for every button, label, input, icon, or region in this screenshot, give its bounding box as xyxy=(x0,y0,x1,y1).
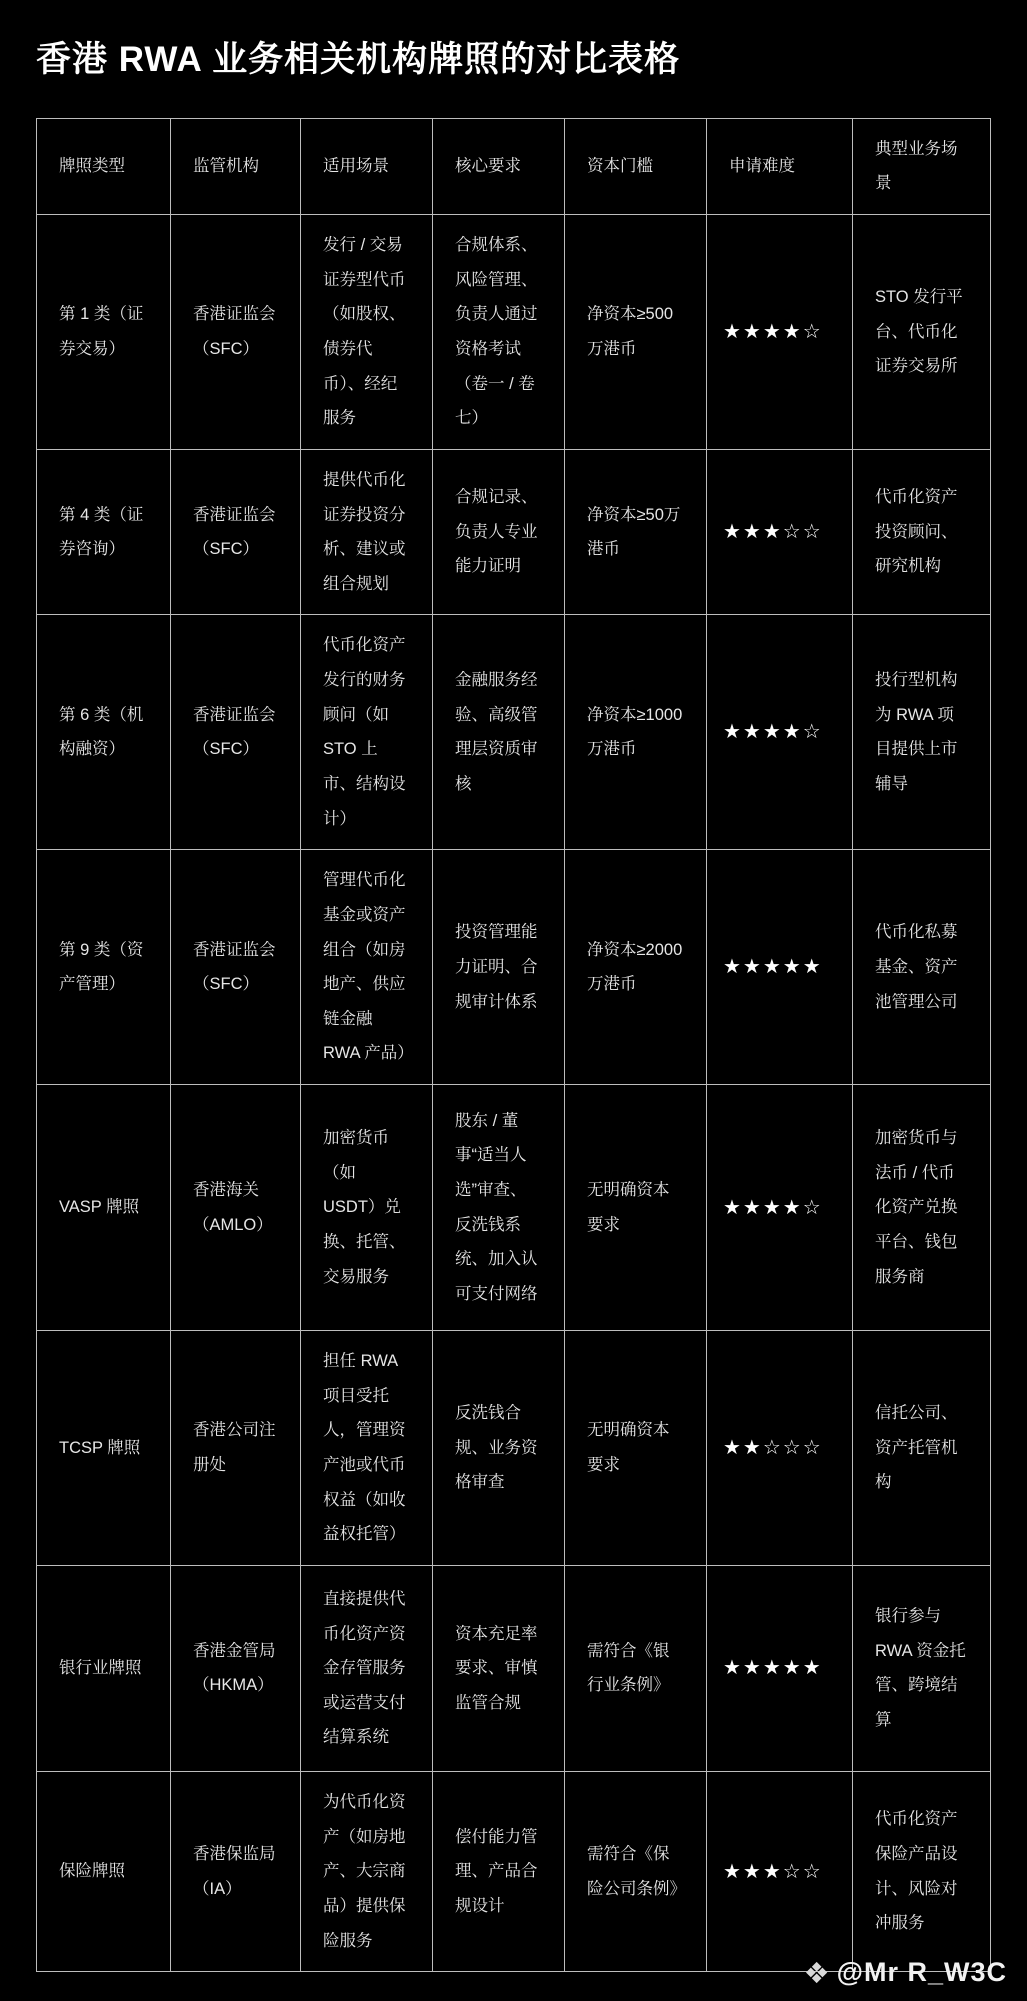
requirements-cell: 股东 / 董事“适当人选”审查、反洗钱系统、加入认可支付网络 xyxy=(433,1085,565,1331)
license-type-cell: 银行业牌照 xyxy=(37,1565,171,1771)
column-header-requirements: 核心要求 xyxy=(433,118,565,214)
capital-cell: 净资本≥50万港币 xyxy=(565,449,707,615)
business-scene-cell: 银行参与 RWA 资金托管、跨境结算 xyxy=(853,1565,991,1771)
license-type-cell: TCSP 牌照 xyxy=(37,1331,171,1566)
capital-cell: 净资本≥500万港币 xyxy=(565,215,707,450)
difficulty-stars: ★★☆☆☆ xyxy=(707,1331,853,1566)
scenario-cell: 管理代币化基金或资产组合（如房地产、供应链金融 RWA 产品） xyxy=(301,850,433,1085)
scenario-cell: 为代币化资产（如房地产、大宗商品）提供保险服务 xyxy=(301,1771,433,1971)
requirements-cell: 偿付能力管理、产品合规设计 xyxy=(433,1771,565,1971)
requirements-cell: 反洗钱合规、业务资格审查 xyxy=(433,1331,565,1566)
watermark xyxy=(52,1956,1007,1991)
difficulty-stars: ★★★★★ xyxy=(707,1565,853,1771)
regulator-cell: 香港公司注册处 xyxy=(171,1331,301,1566)
regulator-cell: 香港保监局（IA） xyxy=(171,1771,301,1971)
capital-cell: 无明确资本要求 xyxy=(565,1331,707,1566)
table-row xyxy=(37,850,991,1085)
regulator-cell: 香港金管局（HKMA） xyxy=(171,1565,301,1771)
business-scene-cell: 加密货币与法币 / 代币化资产兑换平台、钱包服务商 xyxy=(853,1085,991,1331)
column-header-difficulty: 申请难度 xyxy=(707,118,853,214)
column-header-capital: 资本门槛 xyxy=(565,118,707,214)
regulator-cell: 香港证监会（SFC） xyxy=(171,850,301,1085)
table-row xyxy=(37,1771,991,1971)
difficulty-stars: ★★★★☆ xyxy=(707,1085,853,1331)
scenario-cell: 代币化资产发行的财务顾问（如 STO 上市、结构设计） xyxy=(301,615,433,850)
capital-cell: 需符合《保险公司条例》 xyxy=(565,1771,707,1971)
license-type-cell: 保险牌照 xyxy=(37,1771,171,1971)
difficulty-stars: ★★★☆☆ xyxy=(707,449,853,615)
regulator-cell: 香港证监会（SFC） xyxy=(171,215,301,450)
business-scene-cell: 信托公司、资产托管机构 xyxy=(853,1331,991,1566)
capital-cell: 需符合《银行业条例》 xyxy=(565,1565,707,1771)
capital-cell: 净资本≥1000 万港币 xyxy=(565,615,707,850)
difficulty-stars: ★★★★☆ xyxy=(707,215,853,450)
scenario-cell: 发行 / 交易证券型代币（如股权、债券代币）、经纪服务 xyxy=(301,215,433,450)
license-comparison-table xyxy=(36,118,991,1972)
scenario-cell: 直接提供代币化资产资金存管服务或运营支付结算系统 xyxy=(301,1565,433,1771)
table-row xyxy=(37,449,991,615)
scenario-cell: 担任 RWA 项目受托人，管理资产池或代币权益（如收益权托管） xyxy=(301,1331,433,1566)
business-scene-cell: 投行型机构为 RWA 项目提供上市辅导 xyxy=(853,615,991,850)
business-scene-cell: STO 发行平台、代币化证券交易所 xyxy=(853,215,991,450)
business-scene-cell: 代币化资产保险产品设计、风险对冲服务 xyxy=(853,1771,991,1971)
business-scene-cell: 代币化私募基金、资产池管理公司 xyxy=(853,850,991,1085)
requirements-cell: 资本充足率要求、审慎监管合规 xyxy=(433,1565,565,1771)
difficulty-stars: ★★★☆☆ xyxy=(707,1771,853,1971)
regulator-cell: 香港证监会（SFC） xyxy=(171,615,301,850)
regulator-cell: 香港海关（AMLO） xyxy=(171,1085,301,1331)
difficulty-stars: ★★★★★ xyxy=(707,850,853,1085)
page-title: 香港 RWA 业务相关机构牌照的对比表格 xyxy=(36,40,681,79)
table-row xyxy=(37,615,991,850)
scenario-cell: 提供代币化证券投资分析、建议或组合规划 xyxy=(301,449,433,615)
license-type-cell: 第 9 类（资产管理） xyxy=(37,850,171,1085)
regulator-cell: 香港证监会（SFC） xyxy=(171,449,301,615)
table-row xyxy=(37,215,991,450)
difficulty-stars: ★★★★☆ xyxy=(707,615,853,850)
requirements-cell: 合规记录、负责人专业能力证明 xyxy=(433,449,565,615)
table-row xyxy=(37,1565,991,1771)
business-scene-cell: 代币化资产投资顾问、研究机构 xyxy=(853,449,991,615)
license-type-cell: 第 6 类（机构融资） xyxy=(37,615,171,850)
scenario-cell: 加密货币（如 USDT）兑换、托管、交易服务 xyxy=(301,1085,433,1331)
table-header-row xyxy=(37,118,991,214)
table-row xyxy=(37,1085,991,1331)
requirements-cell: 合规体系、风险管理、负责人通过资格考试（卷一 / 卷七） xyxy=(433,215,565,450)
table-row xyxy=(37,1331,991,1566)
diamond-logo-icon: ❖ xyxy=(803,1958,831,1991)
watermark-text: @Mr R_W3C xyxy=(836,1957,1007,1988)
column-header-license-type: 牌照类型 xyxy=(37,118,171,214)
column-header-business-scene: 典型业务场景 xyxy=(853,118,991,214)
license-type-cell: VASP 牌照 xyxy=(37,1085,171,1331)
license-type-cell: 第 4 类（证券咨询） xyxy=(37,449,171,615)
column-header-regulator: 监管机构 xyxy=(171,118,301,214)
requirements-cell: 金融服务经验、高级管理层资质审核 xyxy=(433,615,565,850)
capital-cell: 无明确资本要求 xyxy=(565,1085,707,1331)
column-header-scenario: 适用场景 xyxy=(301,118,433,214)
license-type-cell: 第 1 类（证券交易） xyxy=(37,215,171,450)
requirements-cell: 投资管理能力证明、合规审计体系 xyxy=(433,850,565,1085)
capital-cell: 净资本≥2000 万港币 xyxy=(565,850,707,1085)
